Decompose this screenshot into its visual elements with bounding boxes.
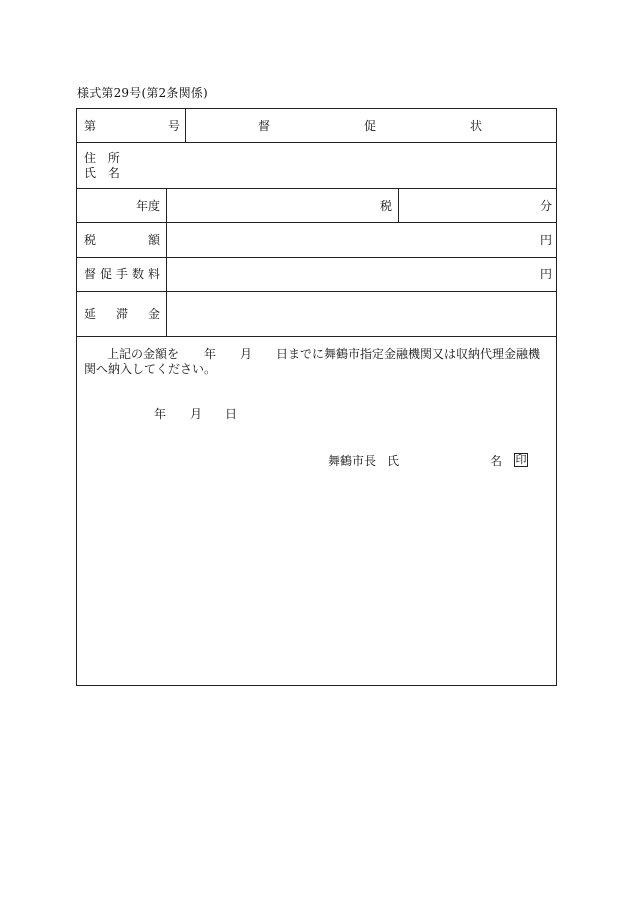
column-divider-tax-portion <box>398 188 399 222</box>
notice-due-year: 年 <box>204 347 217 361</box>
document-title-char-1: 督 <box>258 119 271 133</box>
notice-text-part-1: 上記の金額を <box>107 347 180 361</box>
column-divider-number <box>185 109 186 142</box>
fiscal-year-label: 年度 <box>136 199 161 213</box>
row-divider-tax-amount <box>77 257 556 258</box>
form-number-title: 様式第29号(第2条関係) <box>77 86 208 100</box>
issue-date-month: 月 <box>190 407 203 421</box>
issue-date-day: 日 <box>225 407 238 421</box>
row-divider-late-charge <box>77 336 556 337</box>
portion-label: 分 <box>540 199 553 213</box>
number-go-label: 号 <box>168 119 181 133</box>
row-divider-fee <box>77 291 556 292</box>
demand-notice-form <box>76 108 557 686</box>
late-charge-label: 延 滞 金 <box>84 307 160 321</box>
seal-stamp-box: 印 <box>515 453 527 466</box>
issuer-shi-label: 氏 <box>387 454 400 468</box>
name-label: 氏 名 <box>84 166 124 180</box>
document-title-char-2: 促 <box>364 119 377 133</box>
notice-text-line-2: 関へ納入してください。 <box>84 362 217 376</box>
tax-amount-unit: 円 <box>540 233 553 247</box>
demand-fee-unit: 円 <box>540 267 553 281</box>
address-label: 住 所 <box>84 151 124 165</box>
demand-fee-label: 督 促 手 数 料 <box>84 267 160 281</box>
issue-date-year: 年 <box>154 407 167 421</box>
tax-type-label: 税 <box>380 199 393 213</box>
column-divider-labels <box>166 188 167 336</box>
tax-amount-label: 税 額 <box>84 233 160 247</box>
number-dai-label: 第 <box>84 119 97 133</box>
notice-text-part-2: 日までに舞鶴市指定金融機関又は収納代理金融機 <box>276 347 541 361</box>
row-divider-number <box>77 142 556 143</box>
issuer-title: 舞鶴市長 <box>328 454 377 468</box>
row-divider-tax-year <box>77 222 556 223</box>
document-title-char-3: 状 <box>470 119 483 133</box>
issuer-mei-label: 名 <box>490 454 503 468</box>
row-divider-address <box>77 188 556 189</box>
notice-due-month: 月 <box>240 347 253 361</box>
